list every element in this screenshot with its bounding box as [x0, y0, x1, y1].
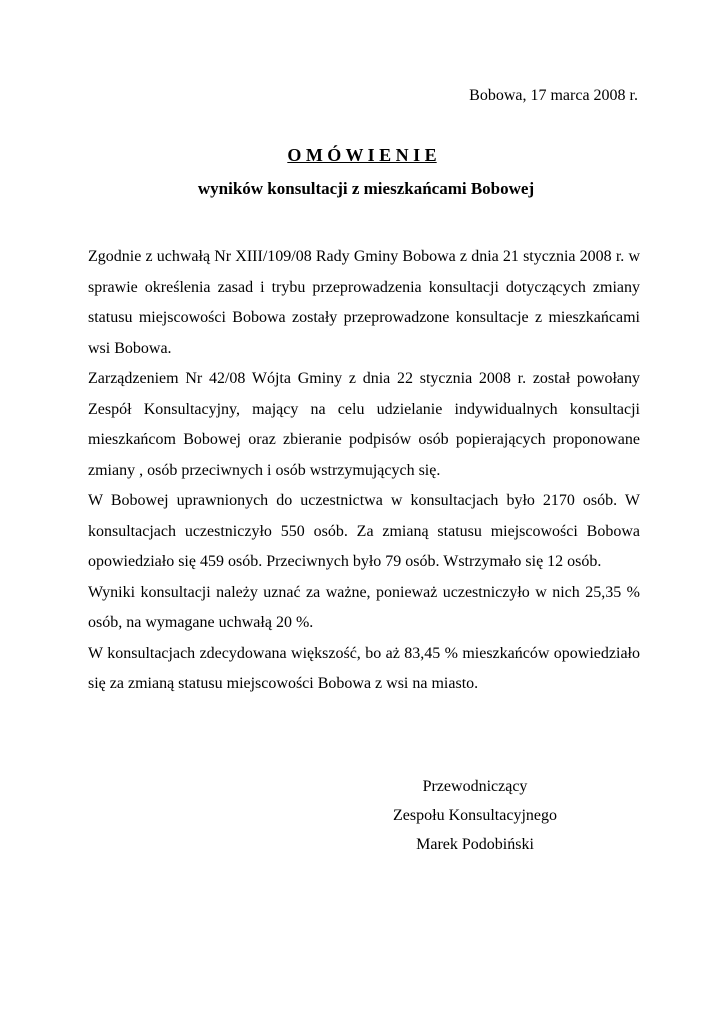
paragraph-validity: Wyniki konsultacji należy uznać za ważne, ponieważ uczestniczyło w nich 25,35 % osób, na wymagane uchwałą 20 %. — [88, 583, 640, 631]
document-body — [88, 242, 640, 700]
paragraph-conclusion: W konsultacjach zdecydowana większość, bo aż 83,45 % mieszkańców opowiedziało się za zmianą statusu miejscowości Bobowa z wsi na miasto. — [88, 644, 640, 692]
signature-body: Zespołu Konsultacyjnego — [393, 807, 557, 824]
signature-name: Marek Podobiński — [416, 836, 534, 853]
signature-role: Przewodniczący — [422, 778, 528, 795]
document-title: O M Ó W I E N I E — [287, 145, 437, 165]
paragraph-team: Zarządzeniem Nr 42/08 Wójta Gminy z dnia 22 stycznia 2008 r. został powołany Zespół Konsultacyjny, mający na celu udzielanie indywidualnych konsultacji mieszkańcom Bobowej oraz zbieranie podpisów osób popierających proponowane zmiany , osób przeciwnych i osób wstrzymujących się. — [88, 370, 640, 479]
date-line: Bobowa, 17 marca 2008 r. — [469, 87, 638, 104]
document-subtitle: wyników konsultacji z mieszkańcami Bobowej — [197, 179, 535, 198]
signature-block — [360, 772, 590, 859]
paragraph-resolution: Zgodnie z uchwałą Nr XIII/109/08 Rady Gminy Bobowa z dnia 21 stycznia 2008 r. w sprawie określenia zasad i trybu przeprowadzenia konsultacji dotyczących zmiany statusu miejscowości Bobowa zostały przeprowadzone konsultacje z mieszkańcami wsi Bobowa. — [88, 248, 640, 357]
paragraph-statistics: W Bobowej uprawnionych do uczestnictwa w konsultacjach było 2170 osób. W konsultacjach uczestniczyło 550 osób. Za zmianą statusu miejscowości Bobowa opowiedziało się 459 osób. Przeciwnych było 79 osób. Wstrzymało się 12 osób. — [88, 492, 640, 570]
